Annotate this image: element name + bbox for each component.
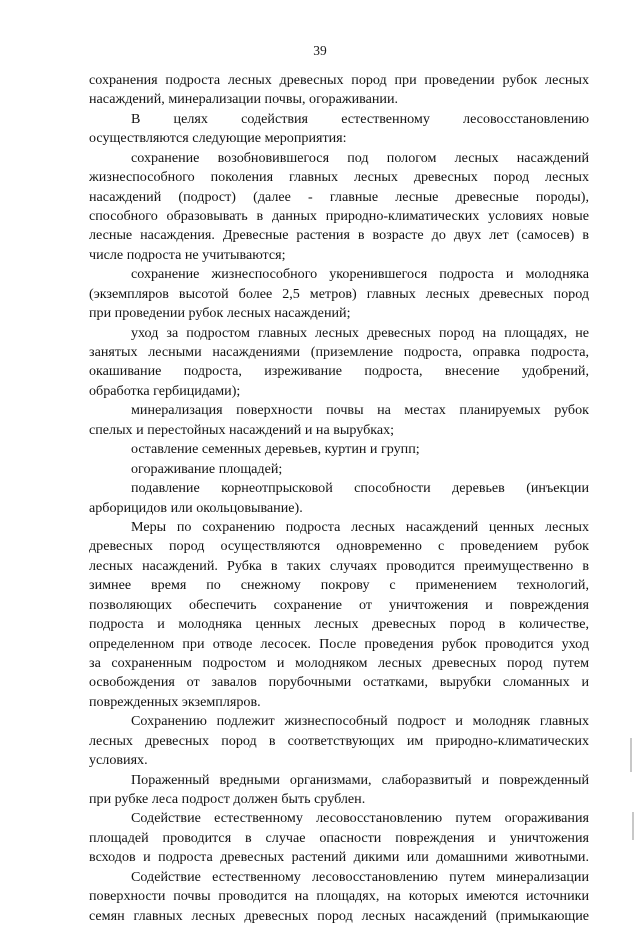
text-line: числе подроста не учитываются; [89,246,286,263]
text-line: лесные насаждения. Древесные растения в возрасте до двух лет (самосев) в [89,227,589,244]
text-line: определенном при отводе лесосек. После проведения рубок проводится уход [89,635,589,652]
text-line: обработка гербицидами); [89,382,241,399]
text-line: подроста и молодняка ценных лесных древесных пород в количестве, [89,616,589,632]
text-line: занятых лесными насаждениями (приземление подроста, оправка подроста, [89,344,589,360]
text-line: древесных пород осуществляются одновременно с проведением рубок [89,538,589,555]
text-line: сохранение жизнеспособного укоренившегося подроста и молодняка [131,266,589,283]
scan-mark [632,812,634,840]
text-line: при рубке леса подрост должен быть срублен. [89,790,366,807]
text-line: позволяющих обеспечить сохранение от уничтожения и повреждения [89,596,589,613]
text-line: Пораженный вредными организмами, слаборазвитый и поврежденный [131,771,589,788]
text-line: всходов и подроста древесных растений дикими или домашними животными. [89,849,589,866]
text-line: сохранение возобновившегося под пологом лесных насаждений [131,149,589,166]
text-line: способного образовывать в данных природно-климатических условиях новые [89,208,589,224]
text-line: Меры по сохранению подроста лесных насаждений ценных лесных [131,518,589,535]
text-line: поверхности почвы проводится на площадях, на которых имеются источники [89,888,589,905]
text-line: спелых и перестойных насаждений и на вырубках; [89,421,395,438]
text-line: оставление семенных деревьев, куртин и групп; [131,441,420,458]
text-line: Сохранению подлежит жизнеспособный подрост и молодняк главных [131,713,589,730]
text-line: арборицидов или окольцовывание). [89,499,303,516]
text-line: осуществляются следующие мероприятия: [89,130,347,147]
text-line: уход за подростом главных лесных древесных пород на площадях, не [131,324,589,341]
text-line: жизнеспособного поколения главных лесных древесных пород лесных [89,169,589,186]
text-line: сохранения подроста лесных древесных пород при проведении рубок лесных [89,72,589,88]
page-number: 39 [313,43,327,58]
text-line: Содействие естественному лесовосстановлению путем минерализации [131,868,589,885]
text-line: лесных древесных пород в соответствующих им природно-климатических [89,732,589,749]
text-line: за сохраненным подростом и молодняком лесных древесных пород путем [89,654,589,671]
text-line: минерализация поверхности почвы на местах планируемых рубок [131,402,589,419]
text-line: лесных насаждений. Рубка в таких случаях проводится преимущественно в [89,557,589,574]
text-line: окашивание подроста, изреживание подроста, внесение удобрений, [89,363,589,380]
text-line: подавление корнеотпрысковой способности деревьев (инъекции [131,480,589,496]
text-line: семян главных лесных древесных пород лесных насаждений (примыкающие [89,907,589,924]
scan-mark [630,738,632,772]
text-line: (экземпляров высотой более 2,5 метров) главных лесных древесных пород [89,285,589,302]
text-line: зимнее время по снежному покрову с применением технологий, [89,577,589,594]
text-line: насаждений, минерализации почвы, огораживании. [89,91,399,108]
text-line: поврежденных экземпляров. [89,693,261,710]
text-line: при проведении рубок лесных насаждений; [89,305,351,322]
text-line: условиях. [89,752,148,768]
text-line: В целях содействия естественному лесовосстановлению [131,110,589,127]
text-line: освобождения от завалов порубочными остатками, вырубки сломанных и [89,674,589,691]
text-line: площадей проводится в случае опасности повреждения и уничтожения [89,829,589,846]
text-line: огораживание площадей; [131,460,283,477]
text-line: насаждений (подрост) (далее - главные лесные древесные породы), [89,188,589,205]
text-line: Содействие естественному лесовосстановлению путем огораживания [131,810,589,827]
